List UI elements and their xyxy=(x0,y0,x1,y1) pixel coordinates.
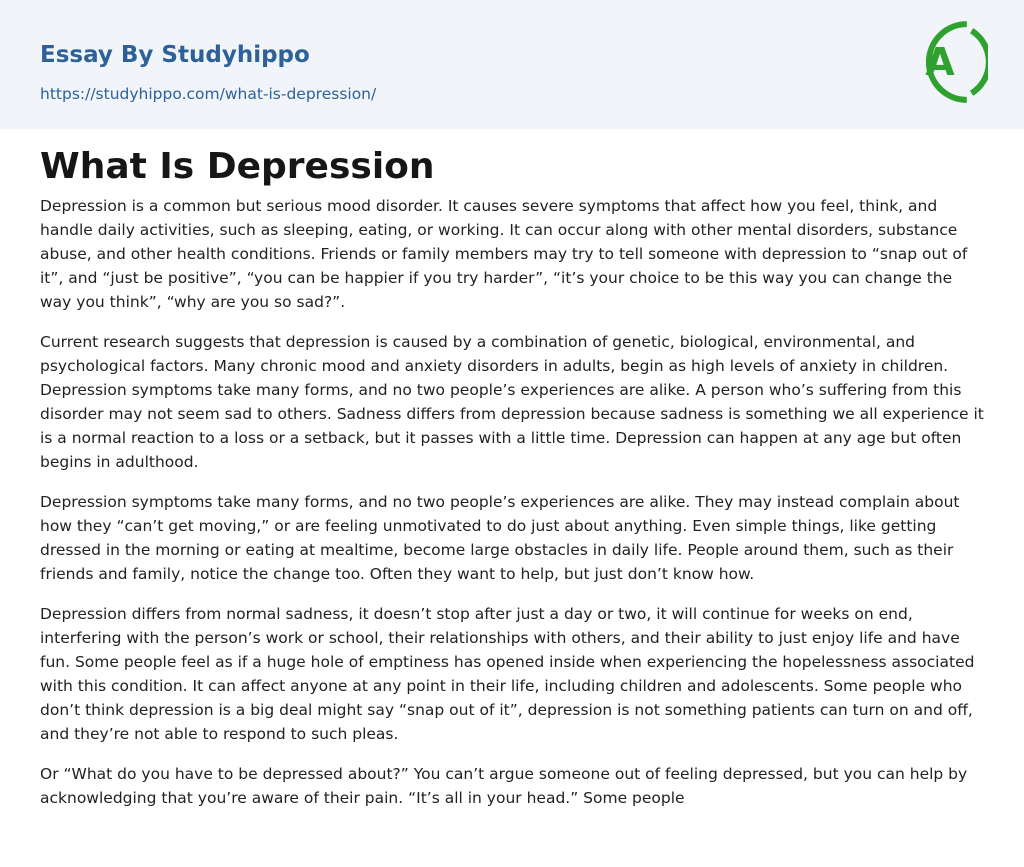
site-brand[interactable]: Essay By Studyhippo xyxy=(40,42,310,68)
essay-paragraph: Depression symptoms take many forms, and no two people’s experiences are alike. They may instead complain about how they “can’t get moving,” or are feeling unmotivated to do just about anything. Even simple things, like getting dressed in the morning or eating at mealtime, become large obstacles in daily life. People around them, such as their friends and family, notice the change too. Often they want to help, but just don’t know how. xyxy=(40,493,960,583)
essay-paragraph: Depression is a common but serious mood disorder. It causes severe symptoms that affect how you feel, think, and handle daily activities, such as sleeping, eating, or working. It can occur along with other mental disorders, substance abuse, and other health conditions. Friends or family members may try to tell someone with depression to “snap out of it”, and “just be positive”, “you can be happier if you try harder”, “it’s your choice to be this way you can change the way you think”, “why are you so sad?”. xyxy=(40,197,968,311)
essay-url-link[interactable]: https://studyhippo.com/what-is-depression/ xyxy=(40,85,377,103)
essay-paragraph: Depression differs from normal sadness, it doesn’t stop after just a day or two, it will continue for weeks on end, interfering with the person’s work or school, their relationships with others, and their ability to just enjoy life and have fun. Some people feel as if a huge hole of emptiness has opened inside when experiencing the hopelessness associated with this condition. It can affect anyone at any point in their life, including children and adolescents. Some people who don’t think depression is a big deal might say “snap out of it”, depression is not something patients can turn on and off, and they’re not able to respond to such pleas. xyxy=(40,605,975,743)
essay-title: What Is Depression xyxy=(40,146,435,187)
logo-letter: A xyxy=(925,40,955,84)
logo-circle-a-icon[interactable] xyxy=(908,18,988,106)
page-header xyxy=(0,0,1024,129)
essay-paragraph: Or “What do you have to be depressed about?” You can’t argue someone out of feeling depressed, but you can help by acknowledging that you’re aware of their pain. “It’s all in your head.” Some people xyxy=(40,765,968,807)
essay-paragraph: Current research suggests that depression is caused by a combination of genetic, biological, environmental, and psychological factors. Many chronic mood and anxiety disorders in adults, begin as high levels of anxiety in children. Depression symptoms take many forms, and no two people’s experiences are alike. A person who’s suffering from this disorder may not seem sad to others. Sadness differs from depression because sadness is something we all experience it is a normal reaction to a loss or a setback, but it passes with a little time. Depression can happen at any age but often begins in adulthood. xyxy=(40,333,984,471)
essay-body xyxy=(40,194,988,826)
